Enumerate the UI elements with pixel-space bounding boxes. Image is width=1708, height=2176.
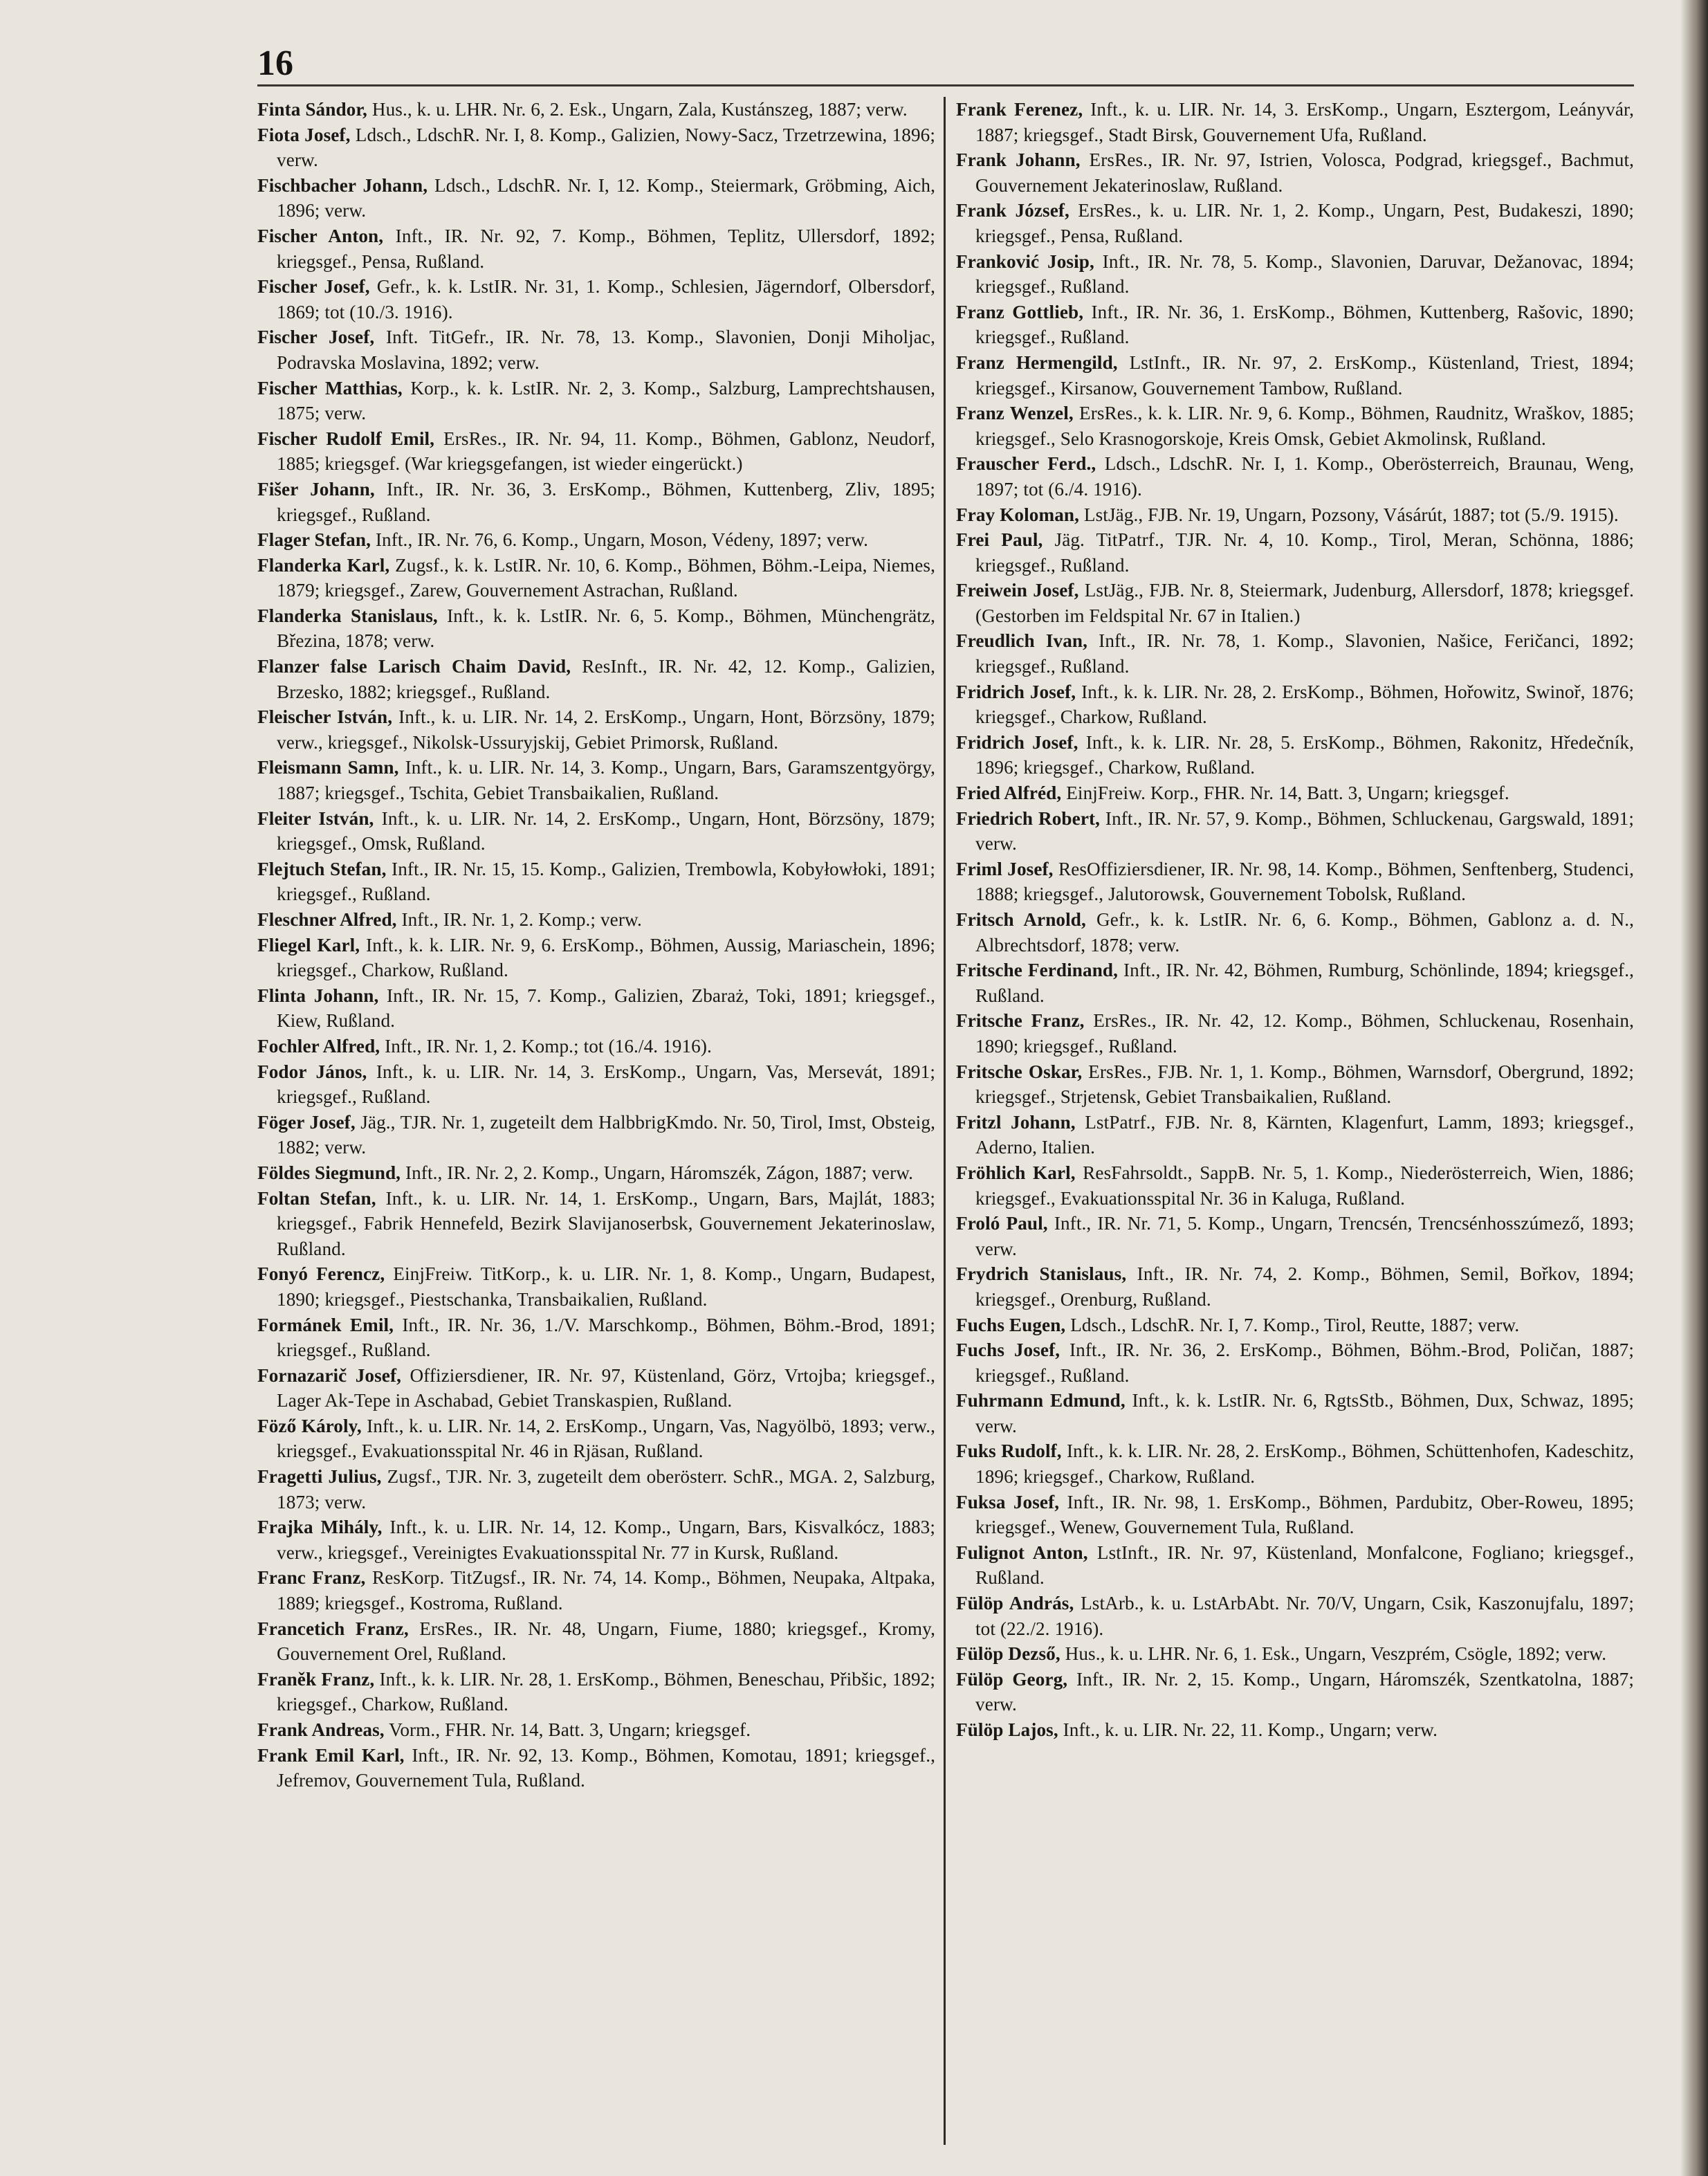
entry-name: Fülöp Lajos, xyxy=(956,1719,1058,1740)
entry-details: Inft., k. k. LIR. Nr. 9, 6. ErsKomp., Böhmen, Aussig, Mariaschein, 1896; kriegsgef., Charkow, Rußland. xyxy=(277,934,935,981)
entry-name: Fiota Josef, xyxy=(257,124,351,145)
entry-details: ErsRes., IR. Nr. 48, Ungarn, Fiume, 1880; kriegsgef., Kromy, Gouvernement Orel, Rußland. xyxy=(277,1618,935,1665)
list-entry xyxy=(257,376,935,426)
list-entry xyxy=(257,857,935,907)
entry-details: Vorm., FHR. Nr. 14, Batt. 3, Ungarn; kriegsgef. xyxy=(384,1719,751,1740)
entry-details: Inft., k. u. LIR. Nr. 14, 2. ErsKomp., Ungarn, Vas, Nagyölbö, 1893; verw., kriegsgef., Evakuationsspital Nr. 46 in Rjäsan, Rußland. xyxy=(277,1415,935,1462)
entry-details: Inft., IR. Nr. 92, 13. Komp., Böhmen, Komotau, 1891; kriegsgef., Jefremov, Gouvernement Tula, Rußland. xyxy=(277,1744,935,1791)
entry-name: Frauscher Ferd., xyxy=(956,453,1096,475)
list-entry xyxy=(257,603,935,654)
entry-name: Flinta Johann, xyxy=(257,985,379,1006)
list-entry xyxy=(956,1717,1634,1743)
entry-details: ResKorp. TitZugsf., IR. Nr. 74, 14. Komp., Böhmen, Neupaka, Altpaka, 1889; kriegsgef., Kostroma, Rußland. xyxy=(277,1567,935,1614)
entry-details: Inft., k. u. LIR. Nr. 14, 3. Komp., Ungarn, Bars, Garamszentgyörgy, 1887; kriegsgef., Tschita, Gebiet Transbaikalien, Rußland. xyxy=(277,757,935,804)
entry-details: Gefr., k. k. LstIR. Nr. 6, 6. Komp., Böhmen, Gablonz a. d. N., Albrechtsdorf, 1878; verw. xyxy=(975,909,1634,956)
list-entry xyxy=(956,527,1634,578)
entry-details: Inft., k. u. LIR. Nr. 14, 2. ErsKomp., Ungarn, Hont, Börzsöny, 1879; kriegsgef., Omsk, Rußland. xyxy=(277,807,935,854)
list-entry xyxy=(956,578,1634,628)
entry-details: Inft., k. k. LIR. Nr. 28, 2. ErsKomp., Böhmen, Hořowitz, Swinoř, 1876; kriegsgef., Charkow, Rußland. xyxy=(975,681,1634,728)
entry-name: Fritsche Oskar, xyxy=(956,1061,1083,1082)
list-entry xyxy=(956,1261,1634,1312)
entry-details: Inft., IR. Nr. 36, 1. ErsKomp., Böhmen, Kuttenberg, Rašovic, 1890; kriegsgef., Rußland. xyxy=(975,301,1634,348)
entry-name: Fochler Alfred, xyxy=(257,1035,380,1057)
list-entry xyxy=(956,780,1634,806)
entry-name: Fleischer István, xyxy=(257,706,393,728)
list-entry xyxy=(956,1059,1634,1110)
list-entry xyxy=(257,1160,935,1186)
entry-details: Inft., IR. Nr. 2, 15. Komp., Ungarn, Háromszék, Szentkatolna, 1887; verw. xyxy=(975,1668,1634,1715)
list-entry xyxy=(257,1261,935,1312)
entry-name: Fuhrmann Edmund, xyxy=(956,1390,1126,1411)
entry-name: Frank Andreas, xyxy=(257,1719,385,1740)
list-entry xyxy=(956,730,1634,780)
entry-name: Fülöp Georg, xyxy=(956,1668,1068,1690)
entry-details: ErsRes., IR. Nr. 42, 12. Komp., Böhmen, Schluckenau, Rosenhain, 1890; kriegsgef., Rußland. xyxy=(975,1010,1634,1057)
page-number: 16 xyxy=(257,44,293,83)
header-rule xyxy=(257,84,1634,86)
list-entry xyxy=(956,350,1634,401)
entry-name: Finta Sándor, xyxy=(257,99,367,120)
list-entry xyxy=(956,451,1634,502)
entry-name: Fleiter István, xyxy=(257,807,374,829)
list-entry xyxy=(956,147,1634,198)
entry-name: Fritsch Arnold, xyxy=(956,909,1086,930)
list-entry xyxy=(956,1540,1634,1591)
entry-details: Jäg. TitPatrf., TJR. Nr. 4, 10. Komp., Tirol, Meran, Schönna, 1886; kriegsgef., Rußland. xyxy=(975,529,1634,576)
entry-name: Freudlich Ivan, xyxy=(956,630,1088,652)
list-entry xyxy=(956,1110,1634,1160)
list-entry xyxy=(257,654,935,704)
entry-details: Inft., k. u. LIR. Nr. 14, 2. ErsKomp., Ungarn, Hont, Börzsöny, 1879; verw., kriegsgef., Nikolsk-Ussuryjskij, Gebiet Primorsk, Rußland. xyxy=(277,706,935,753)
entry-details: Gefr., k. k. LstIR. Nr. 31, 1. Komp., Schlesien, Jägerndorf, Olbersdorf, 1869; tot (10./3. 1916). xyxy=(277,276,935,322)
entry-details: Inft., k. u. LIR. Nr. 14, 1. ErsKomp., Ungarn, Bars, Majlát, 1883; kriegsgef., Fabrik Hennefeld, Bezirk Slavijanoserbsk, Gouvernement Jekaterinoslaw, Rußland. xyxy=(277,1187,935,1259)
entry-details: Inft., IR. Nr. 42, Böhmen, Rumburg, Schönlinde, 1894; kriegsgef., Rußland. xyxy=(975,960,1634,1006)
entry-details: Jäg., TJR. Nr. 1, zugeteilt dem HalbbrigKmdo. Nr. 50, Tirol, Imst, Obsteig, 1882; verw. xyxy=(277,1111,935,1158)
entry-details: Inft., IR. Nr. 98, 1. ErsKomp., Böhmen, Pardubitz, Ober-Roweu, 1895; kriegsgef., Wenew, Gouvernement Tula, Rußland. xyxy=(975,1491,1634,1538)
left-column xyxy=(257,97,935,2159)
entry-name: Fritsche Ferdinand, xyxy=(956,960,1119,981)
entry-name: Fragetti Julius, xyxy=(257,1466,382,1488)
entry-details: Inft., k. u. LIR. Nr. 14, 12. Komp., Ungarn, Bars, Kisvalkócz, 1883; verw., kriegsgef., Vereinigtes Evakuationsspital Nr. 77 in Kursk, Rußland. xyxy=(277,1517,935,1563)
entry-details: Inft., IR. Nr. 15, 15. Komp., Galizien, Trembowla, Kobyłowłoki, 1891; kriegsgef., Rußland. xyxy=(277,858,935,905)
list-entry xyxy=(257,426,935,477)
list-entry xyxy=(257,1110,935,1160)
entry-name: Flager Stefan, xyxy=(257,529,371,551)
list-entry xyxy=(257,1414,935,1464)
entry-name: Friedrich Robert, xyxy=(956,807,1101,829)
entry-details: Inft., IR. Nr. 76, 6. Komp., Ungarn, Moson, Védeny, 1897; verw. xyxy=(371,529,868,551)
list-entry xyxy=(257,806,935,857)
entry-name: Freiwein Josef, xyxy=(956,580,1079,601)
entry-name: Fleismann Samn, xyxy=(257,757,399,778)
list-entry xyxy=(956,401,1634,451)
column-divider xyxy=(944,97,946,2145)
entry-details: EinjFreiw. TitKorp., k. u. LIR. Nr. 1, 8. Komp., Ungarn, Budapest, 1890; kriegsgef., Piestschanka, Transbaikalien, Rußland. xyxy=(277,1263,935,1310)
entry-details: Inft., k. k. LstIR. Nr. 6, 5. Komp., Böhmen, Münchengrätz, Březina, 1878; verw. xyxy=(277,605,935,652)
list-entry xyxy=(956,1313,1634,1338)
entry-name: Flanderka Stanislaus, xyxy=(257,605,438,626)
list-entry xyxy=(956,958,1634,1008)
list-entry xyxy=(257,1515,935,1565)
entry-name: Froló Paul, xyxy=(956,1213,1048,1234)
list-entry xyxy=(257,324,935,375)
entry-name: Fischer Anton, xyxy=(257,225,384,246)
entry-details: LstPatrf., FJB. Nr. 8, Kärnten, Klagenfurt, Lamm, 1893; kriegsgef., Aderno, Italien. xyxy=(975,1111,1634,1158)
entry-name: Fülöp Dezső, xyxy=(956,1643,1060,1665)
list-entry xyxy=(956,97,1634,147)
entry-details: Inft., IR. Nr. 2, 2. Komp., Ungarn, Háromszék, Zágon, 1887; verw. xyxy=(401,1162,914,1183)
list-entry xyxy=(257,983,935,1034)
entry-details: Zugsf., TJR. Nr. 3, zugeteilt dem oberösterr. SchR., MGA. 2, Salzburg, 1873; verw. xyxy=(277,1466,935,1512)
entry-details: Korp., k. k. LstIR. Nr. 2, 3. Komp., Salzburg, Lamprechtshausen, 1875; verw. xyxy=(277,377,935,424)
entry-name: Flanzer false Larisch Chaim David, xyxy=(257,656,571,677)
entry-details: ErsRes., k. u. LIR. Nr. 1, 2. Komp., Ungarn, Pest, Budakeszi, 1890; kriegsgef., Pensa, Rußland. xyxy=(975,200,1634,246)
list-entry xyxy=(257,1313,935,1363)
entry-details: Inft., k. u. LIR. Nr. 14, 3. ErsKomp., Ungarn, Esztergom, Leányvár, 1887; kriegsgef., Stadt Birsk, Gouvernement Ufa, Rußland. xyxy=(975,99,1634,145)
right-column xyxy=(956,97,1634,2159)
entry-name: Flanderka Karl, xyxy=(257,554,390,576)
entry-details: Ldsch., LdschR. Nr. I, 1. Komp., Oberösterreich, Braunau, Weng, 1897; tot (6./4. 1916). xyxy=(975,453,1634,500)
entry-details: Inft., IR. Nr. 36, 1./V. Marschkomp., Böhmen, Böhm.-Brod, 1891; kriegsgef., Rußland. xyxy=(277,1314,935,1361)
entry-name: Fritzl Johann, xyxy=(956,1111,1076,1133)
list-entry xyxy=(257,223,935,274)
scan-edge-shadow xyxy=(1680,0,1708,2176)
entry-name: Fridrich Josef, xyxy=(956,731,1078,753)
list-entry xyxy=(956,1667,1634,1717)
entry-name: Foltan Stefan, xyxy=(257,1187,376,1209)
list-entry xyxy=(257,704,935,755)
entry-details: Inft., IR. Nr. 74, 2. Komp., Böhmen, Semil, Bořkov, 1894; kriegsgef., Orenburg, Rußland. xyxy=(975,1263,1634,1310)
list-entry xyxy=(956,857,1634,907)
entry-details: Inft., IR. Nr. 36, 3. ErsKomp., Böhmen, Kuttenberg, Zliv, 1895; kriegsgef., Rußland. xyxy=(277,478,935,525)
entry-name: Fulignot Anton, xyxy=(956,1542,1088,1563)
entry-details: Inft., IR. Nr. 57, 9. Komp., Böhmen, Schluckenau, Gargswald, 1891; verw. xyxy=(975,807,1634,854)
entry-name: Fülöp András, xyxy=(956,1593,1074,1614)
list-entry xyxy=(956,806,1634,857)
list-entry xyxy=(956,907,1634,958)
entry-details: Inft. TitGefr., IR. Nr. 78, 13. Komp., Slavonien, Donji Miholjac, Podravska Moslavina, 1892; verw. xyxy=(277,327,935,373)
entry-details: Inft., k. k. LIR. Nr. 28, 5. ErsKomp., Böhmen, Rakonitz, Hředečník, 1896; kriegsgef., Charkow, Rußland. xyxy=(975,731,1634,778)
entry-name: Fröhlich Karl, xyxy=(956,1162,1076,1183)
entry-name: Fuks Rudolf, xyxy=(956,1441,1062,1462)
list-entry xyxy=(257,1667,935,1717)
entry-details: ResInft., IR. Nr. 42, 12. Komp., Galizien, Brzesko, 1882; kriegsgef., Rußland. xyxy=(277,656,935,702)
entry-name: Frank Ferenez, xyxy=(956,99,1083,120)
list-entry xyxy=(257,1034,935,1059)
entry-details: Inft., k. u. LIR. Nr. 14, 3. ErsKomp., Ungarn, Vas, Mersevát, 1891; kriegsgef., Rußland. xyxy=(277,1061,935,1108)
entry-details: Offiziersdiener, IR. Nr. 97, Küstenland, Görz, Vrtojba; kriegsgef., Lager Ak-Tepe in Aschabad, Gebiet Transkaspien, Rußland. xyxy=(277,1364,935,1411)
entry-details: ErsRes., k. k. LIR. Nr. 9, 6. Komp., Böhmen, Raudnitz, Wraškov, 1885; kriegsgef., Selo Krasnogorskoje, Kreis Omsk, Gebiet Akmolinsk, Rußland. xyxy=(975,403,1634,449)
list-entry xyxy=(956,300,1634,350)
entry-name: Franc Franz, xyxy=(257,1567,366,1589)
list-entry xyxy=(257,1743,935,1793)
entry-name: Fišer Johann, xyxy=(257,478,375,500)
list-entry xyxy=(257,1186,935,1262)
entry-details: Inft., IR. Nr. 78, 1. Komp., Slavonien, Našice, Feričanci, 1892; kriegsgef., Rußland. xyxy=(975,630,1634,677)
entry-details: LstInft., IR. Nr. 97, Küstenland, Monfalcone, Fogliano; kriegsgef., Rußland. xyxy=(975,1542,1634,1589)
entry-name: Francetich Franz, xyxy=(257,1618,409,1639)
entry-name: Frank Johann, xyxy=(956,149,1081,171)
entry-name: Franěk Franz, xyxy=(257,1668,375,1690)
entry-name: Fritsche Franz, xyxy=(956,1010,1085,1032)
list-entry xyxy=(257,933,935,983)
entry-details: Ldsch., LdschR. Nr. I, 8. Komp., Galizien, Nowy-Sacz, Trzetrzewina, 1896; verw. xyxy=(277,124,935,171)
entry-name: Franz Wenzel, xyxy=(956,403,1074,424)
list-entry xyxy=(257,1464,935,1515)
entry-name: Fischer Josef, xyxy=(257,276,370,298)
entry-name: Franković Josip, xyxy=(956,250,1094,272)
list-entry xyxy=(956,1337,1634,1388)
list-entry xyxy=(956,1490,1634,1540)
entry-details: LstInft., IR. Nr. 97, 2. ErsKomp., Küstenland, Triest, 1894; kriegsgef., Kirsanow, Gouvernement Tambow, Rußland. xyxy=(975,351,1634,399)
entry-details: Ldsch., LdschR. Nr. I, 12. Komp., Steiermark, Gröbming, Aich, 1896; verw. xyxy=(277,174,935,221)
entry-name: Földes Siegmund, xyxy=(257,1162,401,1183)
entry-name: Fuksa Josef, xyxy=(956,1491,1060,1512)
entry-details: ErsRes., IR. Nr. 97, Istrien, Volosca, Podgrad, kriegsgef., Bachmut, Gouvernement Jekaterinoslaw, Rußland. xyxy=(975,149,1634,196)
entry-name: Fodor János, xyxy=(257,1061,367,1082)
entry-name: Fischer Matthias, xyxy=(257,377,403,399)
entry-details: ResOffiziersdiener, IR. Nr. 98, 14. Komp., Böhmen, Senftenberg, Studenci, 1888; kriegsgef., Jalutorowsk, Gouvernement Tobolsk, Rußland. xyxy=(975,858,1634,905)
list-entry xyxy=(257,97,935,122)
list-entry xyxy=(257,553,935,603)
entry-details: Hus., k. u. LHR. Nr. 6, 1. Esk., Ungarn, Veszprém, Csögle, 1892; verw. xyxy=(1060,1643,1607,1665)
entry-details: ResFahrsoldt., SappB. Nr. 5, 1. Komp., Niederösterreich, Wien, 1886; kriegsgef., Evakuationsspital Nr. 36 in Kaluga, Rußland. xyxy=(975,1162,1634,1209)
entry-name: Flejtuch Stefan, xyxy=(257,858,387,879)
entry-name: Föző Károly, xyxy=(257,1415,362,1436)
list-entry xyxy=(956,1591,1634,1641)
entry-details: Inft., IR. Nr. 15, 7. Komp., Galizien, Zbaraż, Toki, 1891; kriegsgef., Kiew, Rußland. xyxy=(277,985,935,1032)
entry-details: Inft., IR. Nr. 78, 5. Komp., Slavonien, Daruvar, Dežanovac, 1894; kriegsgef., Rußland. xyxy=(975,250,1634,298)
entry-details: Inft., k. k. LIR. Nr. 28, 2. ErsKomp., Böhmen, Schüttenhofen, Kadeschitz, 1896; kriegsgef., Charkow, Rußland. xyxy=(975,1441,1634,1488)
entry-details: EinjFreiw. Korp., FHR. Nr. 14, Batt. 3, Ungarn; kriegsgef. xyxy=(1061,783,1509,804)
entry-details: Zugsf., k. k. LstIR. Nr. 10, 6. Komp., Böhmen, Böhm.-Leipa, Niemes, 1879; kriegsgef., Zarew, Gouvernement Astrachan, Rußland. xyxy=(277,554,935,601)
entry-name: Fridrich Josef, xyxy=(956,681,1076,702)
list-entry xyxy=(956,198,1634,248)
entry-details: Ldsch., LdschR. Nr. I, 7. Komp., Tirol, Reutte, 1887; verw. xyxy=(1065,1314,1520,1335)
list-entry xyxy=(257,755,935,805)
entry-details: Inft., IR. Nr. 71, 5. Komp., Ungarn, Trencsén, Trencsénhosszúmező, 1893; verw. xyxy=(975,1213,1634,1259)
entry-details: ErsRes., IR. Nr. 94, 11. Komp., Böhmen, Gablonz, Neudorf, 1885; kriegsgef. (War kriegsgefangen, ist wieder eingerückt.) xyxy=(277,428,935,475)
entry-details: LstJäg., FJB. Nr. 8, Steiermark, Judenburg, Allersdorf, 1878; kriegsgef. (Gestorben im Feldspital Nr. 67 in Italien.) xyxy=(975,580,1634,626)
entry-name: Fried Alfréd, xyxy=(956,783,1062,804)
entry-details: Inft., IR. Nr. 36, 2. ErsKomp., Böhmen, Böhm.-Brod, Poličan, 1887; kriegsgef., Rußland. xyxy=(975,1340,1634,1386)
entry-name: Fischer Josef, xyxy=(257,327,375,348)
entry-name: Fuchs Josef, xyxy=(956,1340,1060,1361)
entry-details: Inft., k. u. LIR. Nr. 22, 11. Komp., Ungarn; verw. xyxy=(1058,1719,1438,1740)
entry-name: Fray Koloman, xyxy=(956,504,1080,525)
list-entry xyxy=(257,1363,935,1414)
entry-name: Frank József, xyxy=(956,200,1069,221)
list-entry xyxy=(257,1717,935,1743)
list-entry xyxy=(956,1160,1634,1211)
list-entry xyxy=(257,1565,935,1616)
entry-name: Frydrich Stanislaus, xyxy=(956,1263,1127,1285)
list-entry xyxy=(257,477,935,527)
entry-name: Formánek Emil, xyxy=(257,1314,394,1335)
entry-name: Fuchs Eugen, xyxy=(956,1314,1066,1335)
list-entry xyxy=(956,1641,1634,1667)
entry-details: LstJäg., FJB. Nr. 19, Ungarn, Pozsony, Vásárút, 1887; tot (5./9. 1915). xyxy=(1079,504,1619,525)
list-entry xyxy=(956,1211,1634,1261)
entry-details: LstArb., k. u. LstArbAbt. Nr. 70/V, Ungarn, Csik, Kaszonujfalu, 1897; tot (22./2. 1916). xyxy=(975,1593,1634,1639)
list-entry xyxy=(257,122,935,173)
entry-details: Inft., IR. Nr. 1, 2. Komp.; tot (16./4. 1916). xyxy=(380,1035,712,1057)
entry-details: Hus., k. u. LHR. Nr. 6, 2. Esk., Ungarn, Zala, Kustánszeg, 1887; verw. xyxy=(367,99,908,120)
entry-name: Frei Paul, xyxy=(956,529,1043,551)
list-entry xyxy=(956,628,1634,679)
entry-name: Fornazarič Josef, xyxy=(257,1364,402,1386)
entry-name: Fonyó Ferencz, xyxy=(257,1263,385,1285)
list-entry xyxy=(257,173,935,223)
entry-name: Frank Emil Karl, xyxy=(257,1744,405,1766)
list-entry xyxy=(257,1616,935,1667)
entry-name: Franz Gottlieb, xyxy=(956,301,1084,322)
entry-name: Frajka Mihály, xyxy=(257,1517,383,1538)
list-entry xyxy=(257,527,935,553)
entry-name: Fischer Rudolf Emil, xyxy=(257,428,435,449)
entry-name: Fliegel Karl, xyxy=(257,934,360,956)
entry-details: Inft., k. k. LstIR. Nr. 6, RgtsStb., Böhmen, Dux, Schwaz, 1895; verw. xyxy=(975,1390,1634,1436)
list-entry xyxy=(257,274,935,324)
entry-name: Friml Josef, xyxy=(956,858,1054,879)
list-entry xyxy=(956,502,1634,528)
list-entry xyxy=(956,249,1634,300)
entry-name: Föger Josef, xyxy=(257,1111,356,1133)
entry-details: ErsRes., FJB. Nr. 1, 1. Komp., Böhmen, Warnsdorf, Obergrund, 1892; kriegsgef., Strjetensk, Gebiet Transbaikalien, Rußland. xyxy=(975,1061,1634,1108)
list-entry xyxy=(956,1388,1634,1438)
list-entry xyxy=(956,1438,1634,1489)
list-entry xyxy=(956,1008,1634,1059)
entry-details: Inft., k. k. LIR. Nr. 28, 1. ErsKomp., Böhmen, Beneschau, Přibšic, 1892; kriegsgef., Charkow, Rußland. xyxy=(277,1668,935,1715)
entry-name: Fleschner Alfred, xyxy=(257,909,397,930)
list-entry xyxy=(257,907,935,933)
entry-name: Franz Hermengild, xyxy=(956,351,1118,373)
entry-name: Fischbacher Johann, xyxy=(257,174,428,196)
list-entry xyxy=(257,1059,935,1110)
entry-details: Inft., IR. Nr. 1, 2. Komp.; verw. xyxy=(396,909,642,930)
list-entry xyxy=(956,679,1634,730)
entry-details: Inft., IR. Nr. 92, 7. Komp., Böhmen, Teplitz, Ullersdorf, 1892; kriegsgef., Pensa, Rußland. xyxy=(277,225,935,272)
